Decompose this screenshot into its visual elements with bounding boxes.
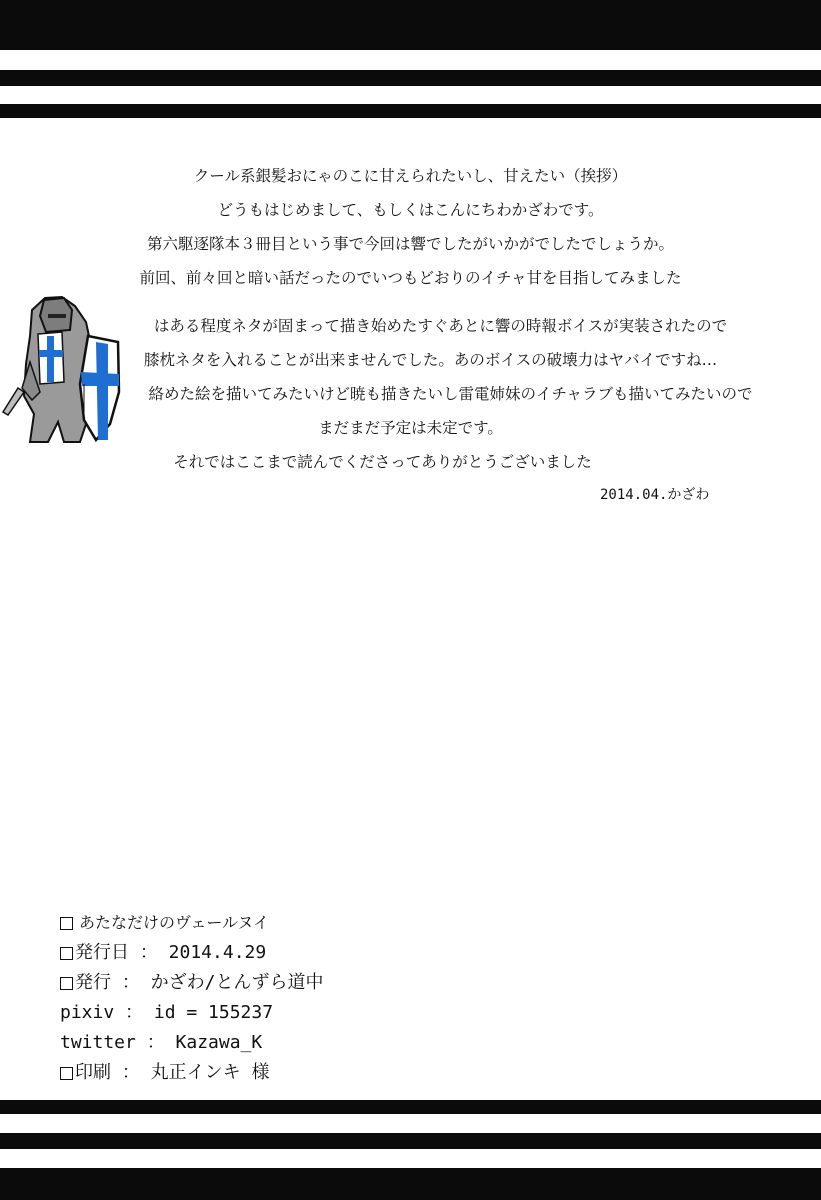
afterword-line: それではここまで読んでくださってありがとうございました <box>173 453 592 471</box>
afterword-line: はある程度ネタが固まって描き始めたすぐあとに響の時報ボイスが実装されたので <box>153 317 728 335</box>
checkbox-icon <box>60 917 73 930</box>
afterword-line: 前回、前々回と暗い話だったのでいつもどおりのイチャ甘を目指してみました <box>139 269 682 287</box>
shield-cross <box>96 342 108 440</box>
knight-illustration <box>0 292 122 447</box>
publish-date: 発行日 ： 2014.4.29 <box>75 942 267 963</box>
checkbox-icon <box>60 947 73 960</box>
afterword-signature: 2014.04.かざわ <box>600 487 710 503</box>
afterword-line: 膝枕ネタを入れることが出来ませんでした。あのボイスの破壊力はヤバイですね… <box>143 351 718 369</box>
shield-cross <box>81 372 119 386</box>
checkbox-icon <box>60 1067 73 1080</box>
tabard-cross <box>47 336 54 382</box>
tabard-cross <box>39 350 63 357</box>
top-border-stripe <box>0 0 821 50</box>
top-border-stripe <box>0 70 821 86</box>
colophon-title-row <box>60 908 324 938</box>
colophon-twitter-row <box>60 1028 324 1058</box>
twitter-handle: twitter ： Kazawa_K <box>60 1032 263 1053</box>
colophon <box>60 908 324 1088</box>
sword <box>3 388 24 415</box>
afterword-line: どうもはじめまして、もしくはこんにちわかざわです。 <box>217 201 604 219</box>
colophon-pixiv-row <box>60 998 324 1028</box>
afterword-line: クール系銀髪おにゃのこに甘えられたいし、甘えたい（挨拶） <box>193 167 628 185</box>
checkbox-icon <box>60 977 73 990</box>
bottom-border-stripe <box>0 1100 821 1114</box>
pixiv-id: pixiv ： id = 155237 <box>60 1002 274 1023</box>
book-title: あたなだけのヴェールヌイ <box>79 913 270 932</box>
colophon-date-row <box>60 938 324 968</box>
publisher: 発行 ： かざわ/とんずら道中 <box>75 972 324 993</box>
helmet-visor <box>48 314 66 318</box>
bottom-border-stripe <box>0 1133 821 1149</box>
colophon-publisher-row <box>60 968 324 998</box>
afterword-line: 第六駆逐隊本３冊目という事で今回は響でしたがいかがでしたでしょうか。 <box>146 235 674 253</box>
colophon-printer-row <box>60 1058 324 1088</box>
afterword-line: まだまだ予定は未定です。 <box>318 419 503 437</box>
top-border-stripe <box>0 104 821 118</box>
afterword-line: 絡めた絵を描いてみたいけど暁も描きたいし雷電姉妹のイチャラブも描いてみたいので <box>148 385 753 403</box>
printer: 印刷 ： 丸正インキ 様 <box>75 1062 270 1083</box>
bottom-border-stripe <box>0 1168 821 1200</box>
